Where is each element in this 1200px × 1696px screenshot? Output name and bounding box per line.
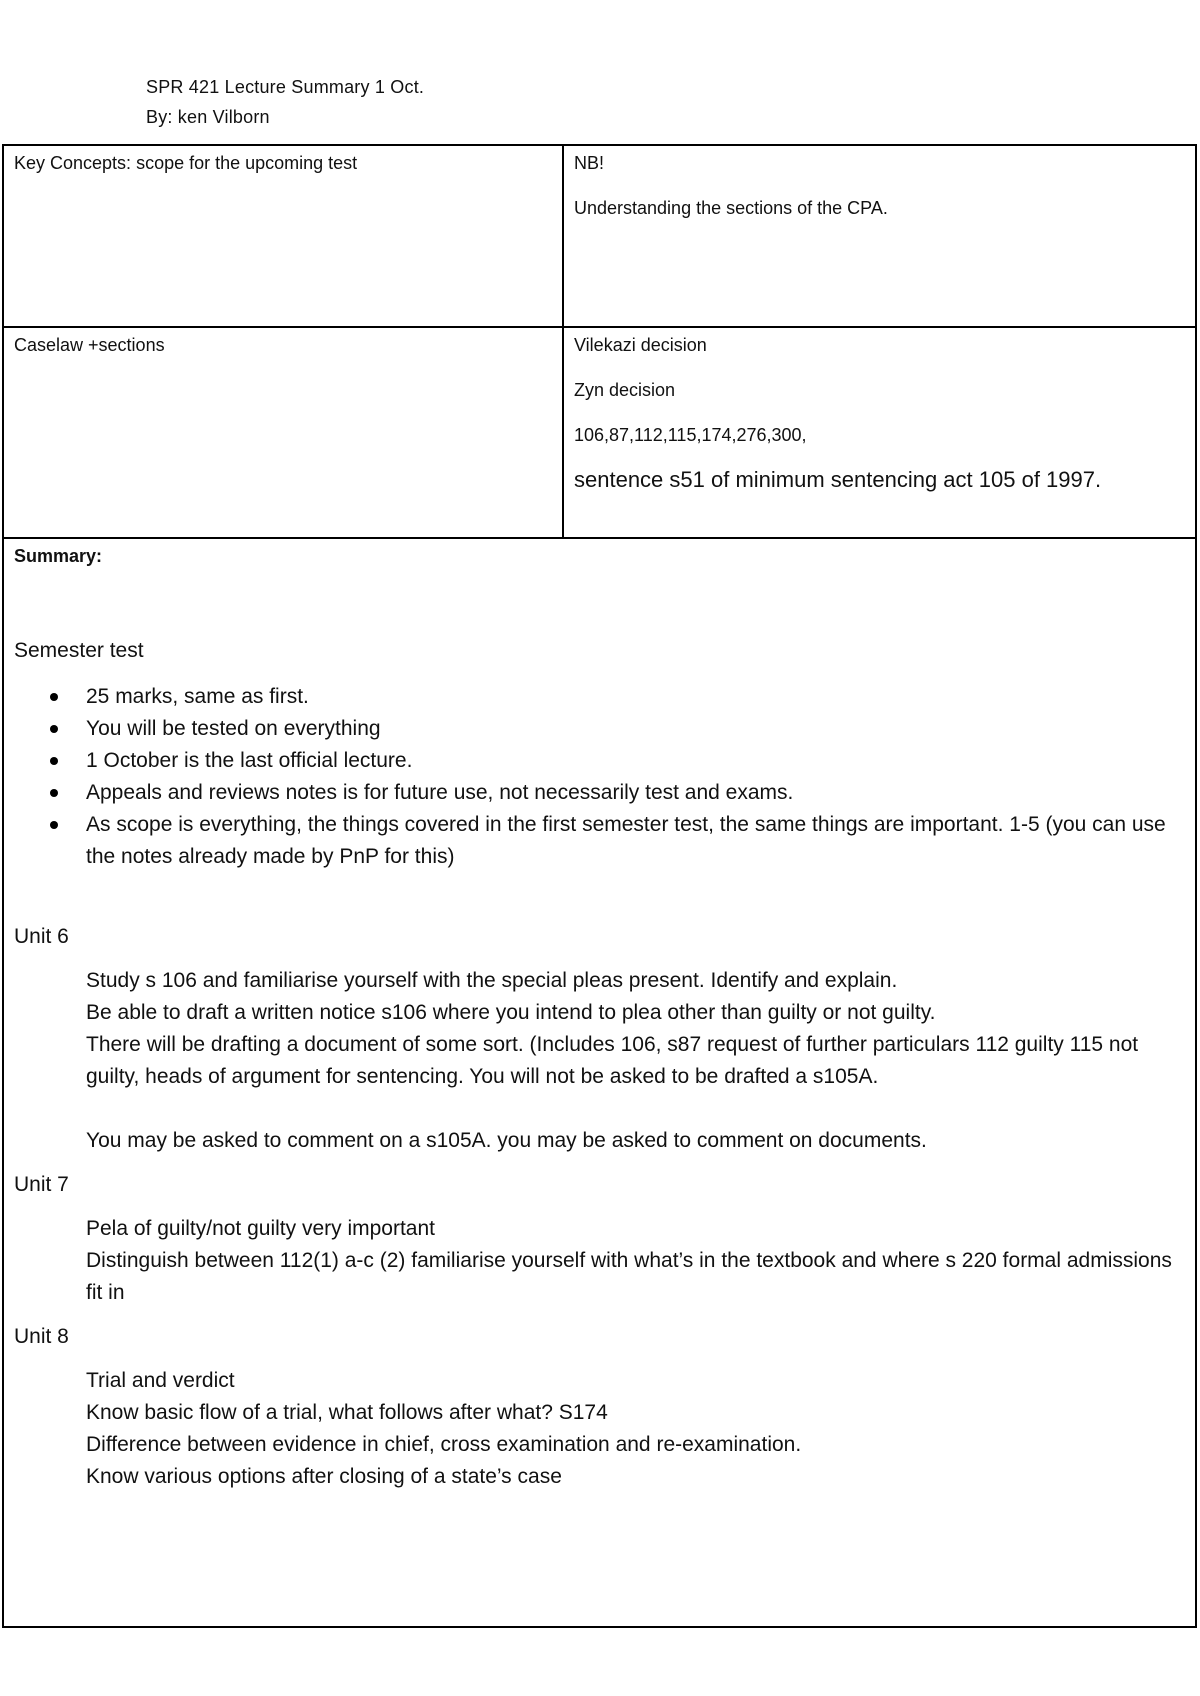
sentencing-note: sentence s51 of minimum sentencing act 105 of 1997. bbox=[574, 467, 1102, 492]
key-concepts-label: Key Concepts: scope for the upcoming test bbox=[4, 146, 564, 326]
unit-8-content bbox=[14, 1365, 1185, 1493]
unit-6-heading: Unit 6 bbox=[14, 925, 69, 948]
nb-note: NB! bbox=[574, 153, 605, 173]
caselaw-label: Caselaw +sections bbox=[4, 328, 564, 537]
bullet-icon bbox=[50, 757, 58, 765]
summary-section bbox=[4, 539, 1195, 1626]
unit-8-line: Trial and verdict bbox=[86, 1369, 235, 1392]
caselaw-row bbox=[4, 328, 1195, 539]
caselaw-content bbox=[564, 328, 1195, 537]
unit-7-content bbox=[14, 1213, 1185, 1309]
unit-6-line: Study s 106 and familiarise yourself with the special pleas present. Identify and explain. bbox=[86, 969, 898, 992]
unit-8-heading: Unit 8 bbox=[14, 1325, 69, 1348]
unit-7-heading: Unit 7 bbox=[14, 1173, 69, 1196]
bullet-icon bbox=[50, 821, 58, 829]
unit-8-line: Know basic flow of a trial, what follows after what? S174 bbox=[86, 1401, 608, 1424]
list-item: You will be tested on everything bbox=[86, 713, 1185, 745]
unit-6-line: There will be drafting a document of some sort. (Includes 106, s87 request of further particulars 112 guilty 115 not guilty, heads of argument for sentencing. You will not be asked to be drafted a s105A. bbox=[86, 1033, 1139, 1088]
list-item: 25 marks, same as first. bbox=[86, 681, 1185, 713]
case-item: Vilekazi decision bbox=[574, 335, 707, 355]
unit-6-line: Be able to draft a written notice s106 where you intend to plea other than guilty or not guilty. bbox=[86, 1001, 936, 1024]
cpa-note: Understanding the sections of the CPA. bbox=[574, 198, 888, 218]
summary-table bbox=[2, 144, 1197, 1628]
document-header bbox=[146, 72, 424, 132]
bullet-icon bbox=[50, 725, 58, 733]
document-author: By: ken Vilborn bbox=[146, 107, 270, 127]
unit-8-line: Know various options after closing of a state’s case bbox=[86, 1465, 562, 1488]
key-concepts-content bbox=[564, 146, 1195, 326]
unit-7-line: Pela of guilty/not guilty very important bbox=[86, 1217, 436, 1240]
unit-6-content bbox=[14, 965, 1185, 1157]
case-item: Zyn decision bbox=[574, 380, 676, 400]
document-title: SPR 421 Lecture Summary 1 Oct. bbox=[146, 77, 425, 97]
semester-test-heading: Semester test bbox=[14, 639, 144, 662]
key-concepts-row bbox=[4, 146, 1195, 328]
bullet-icon bbox=[50, 789, 58, 797]
semester-test-bullets bbox=[14, 681, 1185, 873]
unit-8-line: Difference between evidence in chief, cross examination and re-examination. bbox=[86, 1433, 802, 1456]
list-item: 1 October is the last official lecture. bbox=[86, 745, 1185, 777]
bullet-icon bbox=[50, 693, 58, 701]
summary-label: Summary: bbox=[14, 546, 103, 566]
unit-6-line: You may be asked to comment on a s105A. you may be asked to comment on documents. bbox=[86, 1129, 927, 1152]
list-item: Appeals and reviews notes is for future use, not necessarily test and exams. bbox=[86, 777, 1185, 809]
list-item: As scope is everything, the things covered in the first semester test, the same things are important. 1-5 (you can use the notes already made by PnP for this) bbox=[86, 809, 1185, 873]
unit-7-line: Distinguish between 112(1) a-c (2) familiarise yourself with what’s in the textbook and where s 220 formal admissions fit in bbox=[86, 1249, 1172, 1304]
sections-list: 106,87,112,115,174,276,300, bbox=[574, 425, 807, 445]
